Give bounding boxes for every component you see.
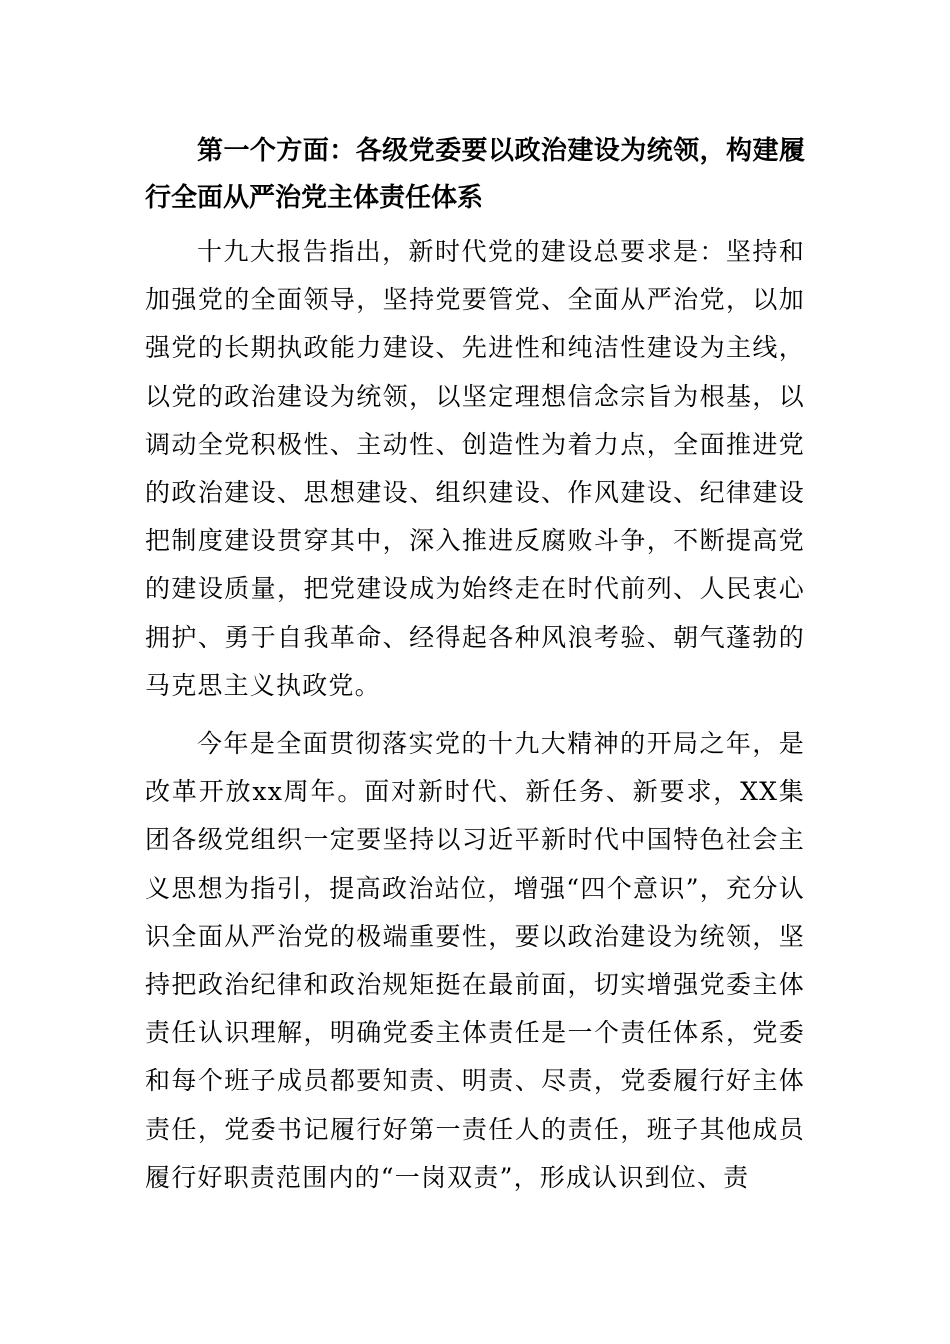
paragraph-2: 今年是全面贯彻落实党的十九大精神的开局之年，是改革开放xx周年。面对新时代、新任务、新要求，XX集团各级党组织一定要坚持以习近平新时代中国特色社会主义思想为指引，提高政治站位，增强“四个意识”，充分认识全面从严治党的极端重要性，要以政治建设为统领，坚持把政治纪律和政治规矩挺在最前面，切实增强党委主体责任认识理解，明确党委主体责任是一个责任体系，党委和每个班子成员都要知责、明责、尽责，党委履行好主体责任，党委书记履行好第一责任人的责任，班子其他成员履行好职责范围内的“一岗双责”，形成认识到位、责	[145, 729, 805, 1192]
paragraph-1: 十九大报告指出，新时代党的建设总要求是：坚持和加强党的全面领导，坚持党要管党、全面从严治党，以加强党的长期执政能力建设、先进性和纯洁性建设为主线，以党的政治建设为统领，以坚定理想信念宗旨为根基，以调动全党积极性、主动性、创造性为着力点，全面推进党的政治建设、思想建设、组织建设、作风建设、纪律建设把制度建设贯穿其中，深入推进反腐败斗争，不断提高党的建设质量，把党建设成为始终走在时代前列、人民衷心拥护、勇于自我革命、经得起各种风浪考验、朝气蓬勃的马克思主义执政党。	[145, 237, 805, 700]
section-heading: 第一个方面：各级党委要以政治建设为统领，构建履行全面从严治党主体责任体系	[145, 136, 805, 213]
document-body	[145, 128, 805, 1202]
